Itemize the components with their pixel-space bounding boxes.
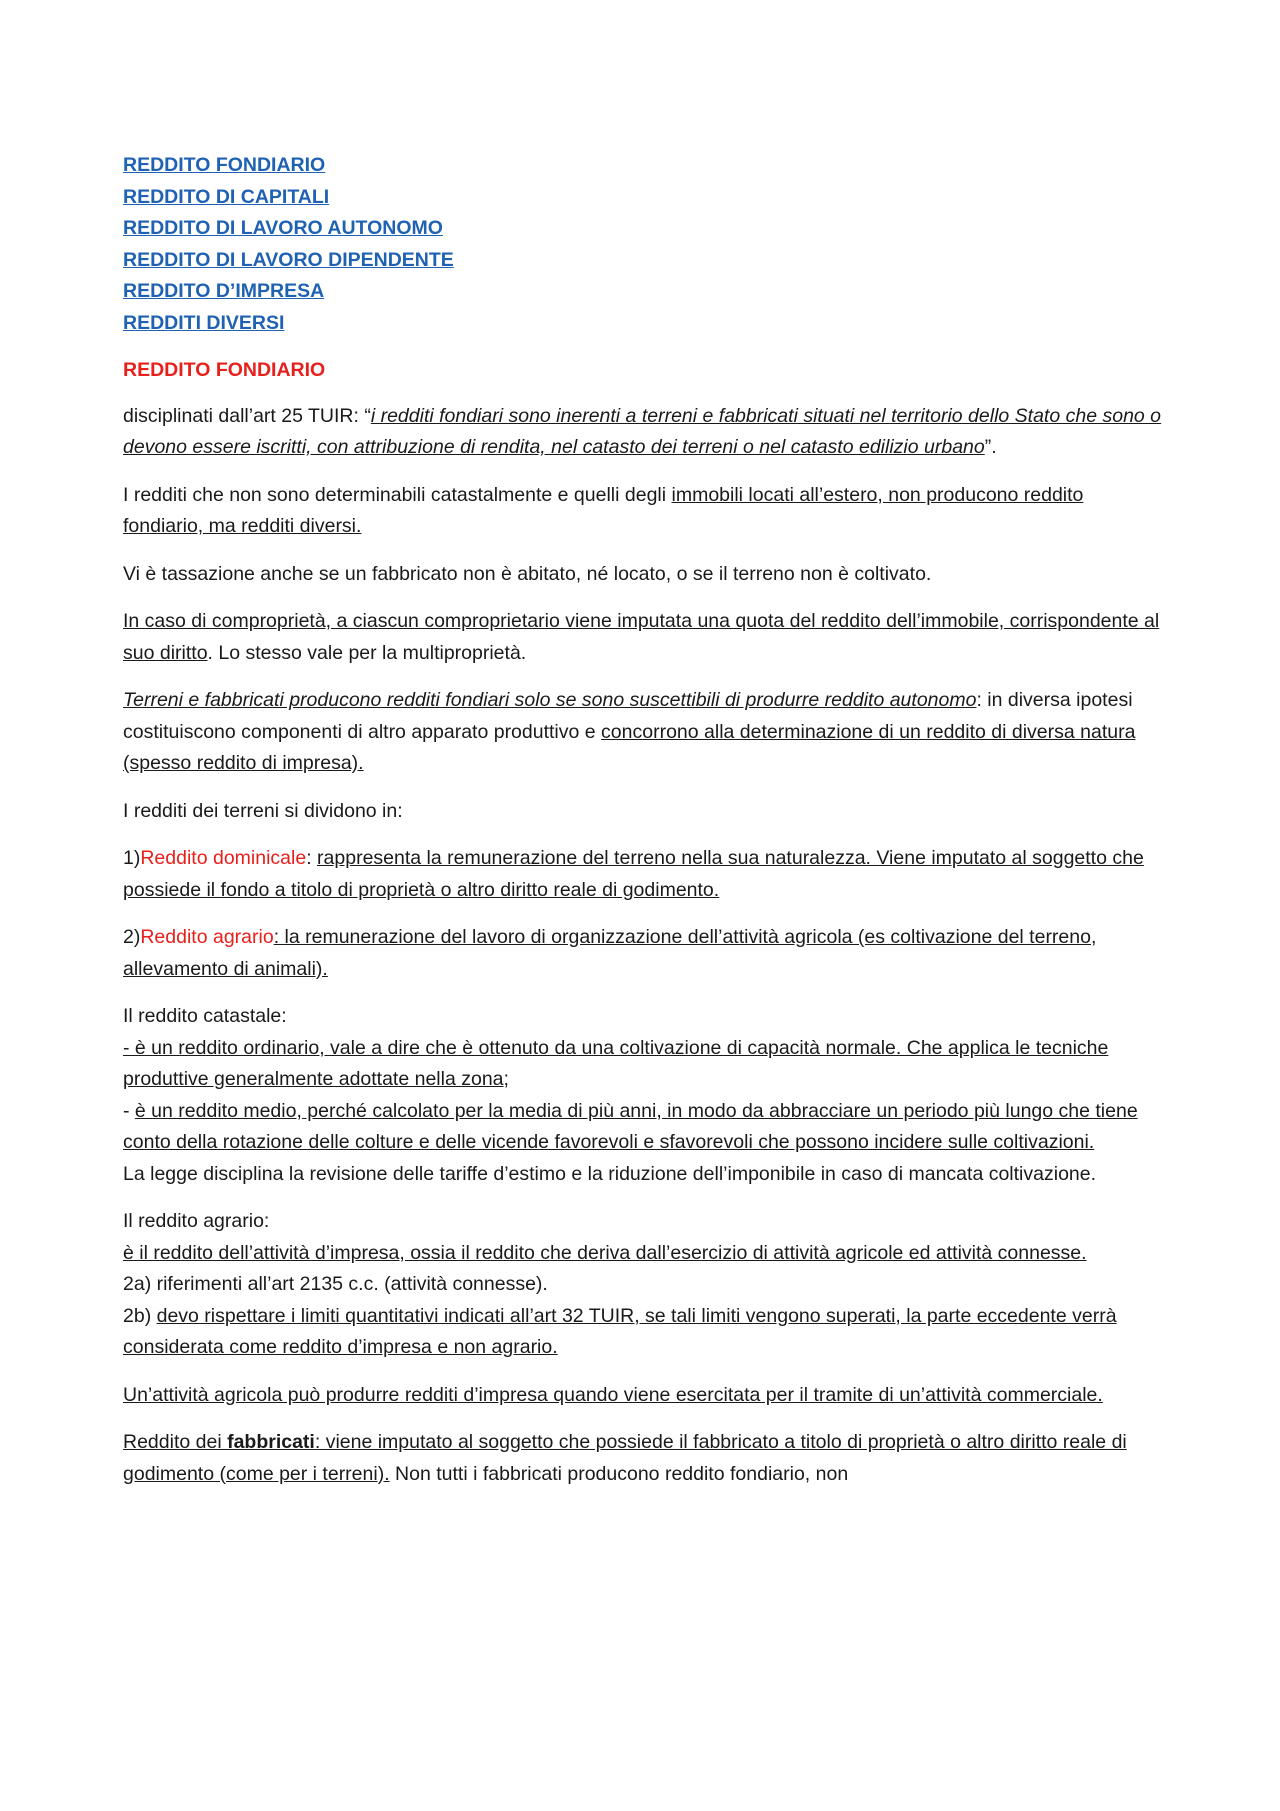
paragraph-reddito-autonomo [123, 685, 1163, 780]
dominicale-term: Reddito dominicale [140, 847, 307, 869]
fabbricati-lead: Reddito dei [123, 1431, 228, 1453]
toc-link-reddito-fondiario[interactable]: REDDITO FONDIARIO [123, 154, 326, 176]
fabbricati-tail: Non tutti i fabbricati producono reddito fondiario, non [389, 1462, 849, 1485]
toc-item [123, 150, 1163, 182]
catastale-bullet-dash: - [123, 1099, 135, 1122]
paragraph-non-catastali [123, 480, 1163, 543]
fabbricati-underlined: : viene imputato al soggetto che possiede il fabbricato a titolo di proprietà o altro diritto reale di godimento (come per i terreni). [123, 1431, 1127, 1485]
agrario-line-2b-lead: 2b) [123, 1304, 157, 1327]
block-reddito-agrario [123, 1206, 1163, 1364]
comproprieta-underlined: In caso di comproprietà, a ciascun comproprietario viene imputata una quota del reddito dell’immobile, corrispondente al suo diritto [123, 610, 1160, 664]
toc-item [123, 308, 1163, 340]
paragraph-dominicale [123, 843, 1163, 906]
toc-item [123, 276, 1163, 308]
catastale-bullet-ordinario: - è un reddito ordinario, vale a dire che è ottenuto da una coltivazione di capacità normale. Che applica le tecniche produttive generalmente adottate nella zona; [123, 1036, 1109, 1090]
fabbricati-bold: fabbricati [227, 1431, 315, 1453]
catastale-bullet-medio-text: è un reddito medio, perché calcolato per la media di più anni, in modo da abbracciare un periodo più lungo che tiene conto della rotazione delle colture e delle vicende favorevoli e sfavorevoli che possono incidere sulle coltivazioni. [123, 1099, 1138, 1153]
toc-item [123, 245, 1163, 277]
toc-link-redditi-diversi[interactable]: REDDITI DIVERSI [123, 311, 285, 334]
catastale-title: Il reddito catastale: [123, 1005, 287, 1027]
autonomo-italic: Terreni e fabbricati producono redditi fondiari solo se sono suscettibili di produrre reddito autonomo [123, 689, 977, 711]
paragraph-fabbricati [123, 1427, 1163, 1490]
toc-link-lavoro-dipendente[interactable]: REDDITO DI LAVORO DIPENDENTE [123, 248, 454, 271]
dominicale-underlined: rappresenta la remunerazione del terreno nella sua naturalezza. Viene imputato al soggetto che possiede il fondo a titolo di proprietà o altro diritto reale di godimento. [123, 847, 1144, 901]
block-reddito-catastale [123, 1001, 1163, 1190]
agrario-term: Reddito agrario [140, 926, 274, 948]
catastale-bullet-medio [123, 1096, 1163, 1159]
toc-item [123, 182, 1163, 214]
paragraph-comproprieta [123, 606, 1163, 669]
paragraph-definition [123, 401, 1163, 464]
definition-lead: disciplinati dall’art 25 TUIR: “ [123, 404, 371, 427]
toc-link-lavoro-autonomo[interactable]: REDDITO DI LAVORO AUTONOMO [123, 217, 443, 239]
non-catastali-underlined: immobili locati all’estero, non producono reddito fondiario, ma redditi diversi. [123, 483, 1084, 537]
agrario-title: Il reddito agrario: [123, 1210, 270, 1232]
comproprieta-tail: . Lo stesso vale per la multiproprietà. [207, 641, 527, 664]
toc-link-reddito-di-capitali[interactable]: REDDITO DI CAPITALI [123, 185, 330, 208]
table-of-contents [123, 150, 1163, 339]
dominicale-number: 1) [123, 847, 141, 869]
non-catastali-lead: I redditi che non sono determinabili catastalmente e quelli degli [123, 483, 672, 506]
section-title: REDDITO FONDIARIO [123, 359, 326, 381]
autonomo-underlined: concorrono alla determinazione di un reddito di diversa natura (spesso reddito di impresa). [123, 720, 1136, 774]
agrario-line-2a: 2a) riferimenti all’art 2135 c.c. (attività connesse). [123, 1273, 548, 1295]
definition-tail: ”. [984, 436, 997, 458]
definition-quote: i redditi fondiari sono inerenti a terreni e fabbricati situati nel territorio dello Stato che sono o devono essere iscritti, con attribuzione di rendita, nel catasto dei terreni o nel catasto edilizio urbano [123, 404, 1162, 458]
autonomo-mid: : in diversa ipotesi costituiscono componenti di altro apparato produttivo e [123, 689, 1133, 743]
agrario-line-2b-text: devo rispettare i limiti quantitativi indicati all’art 32 TUIR, se tali limiti vengono superati, la parte eccedente verrà considerata come reddito d’impresa e non agrario. [123, 1304, 1117, 1358]
paragraph-agrario [123, 922, 1163, 985]
paragraph-attivita-commerciale: Un’attività agricola può produrre redditi d’impresa quando viene esercitata per il tramite di un’attività commerciale. [123, 1383, 1103, 1406]
catastale-note: La legge disciplina la revisione delle tariffe d’estimo e la riduzione dell’imponibile in caso di mancata coltivazione. [123, 1162, 1097, 1185]
agrario-line-2b [123, 1301, 1163, 1364]
agrario-line-impresa: è il reddito dell’attività d’impresa, ossia il reddito che deriva dall’esercizio di attività agricole ed attività connesse. [123, 1241, 1087, 1264]
dominicale-colon: : [306, 847, 318, 869]
paragraph-divisione: I redditi dei terreni si dividono in: [123, 799, 403, 822]
toc-item [123, 213, 1163, 245]
agrario-number: 2) [123, 926, 141, 948]
toc-link-reddito-impresa[interactable]: REDDITO D’IMPRESA [123, 280, 325, 302]
agrario-underlined: : la remunerazione del lavoro di organizzazione dell’attività agricola (es coltivazione del terreno, allevamento di animali). [123, 926, 1097, 980]
paragraph-tassazione: Vi è tassazione anche se un fabbricato non è abitato, né locato, o se il terreno non è coltivato. [123, 562, 932, 585]
document-page [123, 150, 1163, 1506]
